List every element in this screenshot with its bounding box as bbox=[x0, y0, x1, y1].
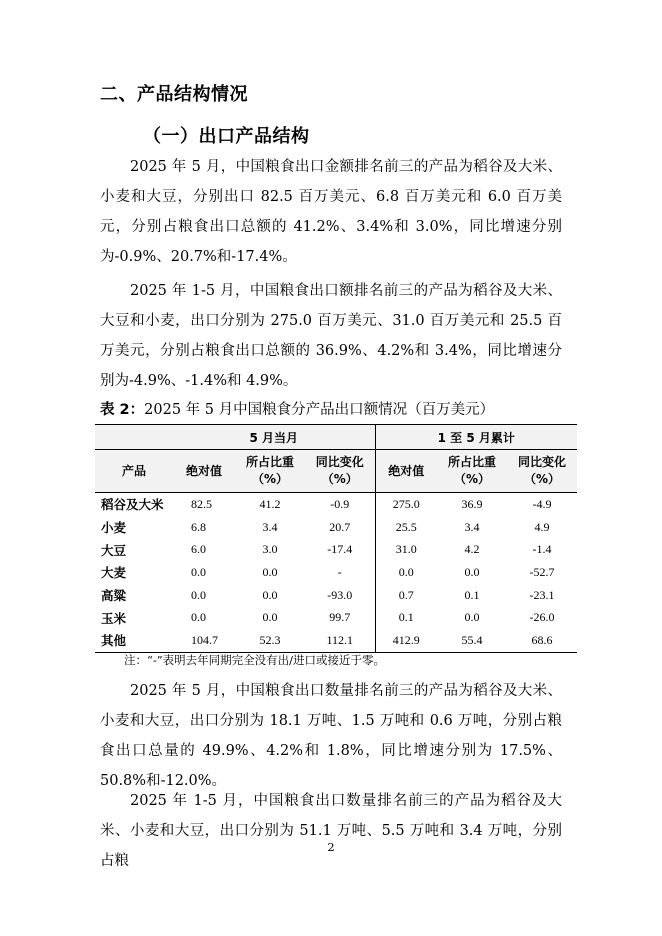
cell-cum-yoy: -52.7 bbox=[529, 564, 555, 579]
table-row bbox=[95, 584, 577, 607]
page-number: 2 bbox=[327, 840, 335, 854]
paragraph-3: 2025 年 5 月，中国粮食出口数量排名前三的产品为稻谷及大米、小麦和大豆，出口分别为 18.1 万吨、1.5 万吨和 0.6 万吨，分别占粮食出口总量的 49.9%、4.2%和 1.8%，同比增速分别为 17.5%、50.8%和-12.0%。 bbox=[100, 683, 562, 789]
cell-product: 玉米 bbox=[101, 610, 127, 626]
table-row bbox=[95, 538, 577, 561]
col-header-cum-share bbox=[437, 450, 507, 493]
cell-product: 其他 bbox=[95, 629, 173, 652]
col-header-cum-share-unit: （%） bbox=[453, 472, 491, 486]
cell-cum-abs: 0.7 bbox=[375, 584, 437, 607]
cell-product: 小麦 bbox=[101, 520, 127, 536]
cell-product: 大麦 bbox=[101, 565, 127, 581]
table-row bbox=[95, 561, 577, 584]
col-header-month-yoy-label: 同比变化 bbox=[315, 455, 364, 469]
cell-cum-yoy: -1.4 bbox=[532, 542, 552, 557]
table-row bbox=[95, 606, 577, 629]
cell-cum-abs: 31.0 bbox=[375, 538, 437, 561]
cell-month-yoy: -17.4 bbox=[327, 542, 353, 557]
col-header-cum-share-label: 所占比重 bbox=[447, 455, 496, 469]
cell-cum-share: 0.0 bbox=[464, 610, 480, 625]
section-title: 二、产品结构情况 bbox=[100, 84, 248, 105]
cell-month-yoy: -93.0 bbox=[327, 587, 353, 602]
table-row bbox=[95, 629, 577, 652]
col-header-month-share bbox=[235, 450, 305, 493]
paragraph-2: 2025 年 1-5 月，中国粮食出口额排名前三的产品为稻谷及大米、大豆和小麦，出口分别为 275.0 百万美元、31.0 百万美元和 25.5 百万美元，分别占粮食出口总额的 36.9%、4.2%和 3.4%，同比增速分别为-4.9%、-1.4%和 4.9%。 bbox=[100, 283, 562, 389]
export-table bbox=[95, 424, 577, 653]
cell-month-share: 0.0 bbox=[262, 564, 278, 579]
cell-cum-share: 55.4 bbox=[437, 629, 507, 652]
cell-month-abs: 0.0 bbox=[191, 564, 206, 579]
cell-cum-yoy: 4.9 bbox=[534, 519, 550, 534]
cell-month-abs: 6.8 bbox=[191, 519, 206, 534]
table-caption bbox=[100, 400, 494, 420]
cell-month-share: 3.4 bbox=[262, 519, 278, 534]
col-header-month-share-unit: （%） bbox=[251, 472, 289, 486]
cell-month-share: 0.0 bbox=[262, 610, 278, 625]
col-header-month-share-label: 所占比重 bbox=[245, 455, 294, 469]
col-header-product: 产品 bbox=[95, 450, 173, 493]
table-header-cumulative: 1 至 5 月累计 bbox=[375, 425, 577, 450]
cell-month-abs: 0.0 bbox=[191, 587, 206, 602]
cell-month-yoy: 99.7 bbox=[329, 610, 351, 625]
cell-month-share: 52.3 bbox=[235, 629, 305, 652]
table-note: 注：“-”表明去年同期完全没有出/进口或接近于零。 bbox=[124, 653, 386, 667]
cell-cum-abs: 412.9 bbox=[375, 629, 437, 652]
cell-month-abs: 104.7 bbox=[173, 629, 235, 652]
cell-cum-abs: 0.1 bbox=[375, 606, 437, 629]
table-caption-label: 表 2： bbox=[100, 402, 145, 418]
table-row bbox=[95, 516, 577, 539]
col-header-cum-yoy-label: 同比变化 bbox=[517, 455, 566, 469]
cell-month-yoy: 112.1 bbox=[305, 629, 375, 652]
cell-month-share: 41.2 bbox=[259, 496, 281, 511]
cell-cum-share: 4.2 bbox=[464, 542, 480, 557]
col-header-cum-yoy-unit: （%） bbox=[523, 472, 561, 486]
table-header-month: 5 月当月 bbox=[173, 425, 375, 450]
cell-month-abs: 6.0 bbox=[191, 542, 206, 557]
cell-month-yoy: 20.7 bbox=[329, 519, 351, 534]
col-header-cum-abs: 绝对值 bbox=[375, 450, 437, 493]
col-header-month-yoy-unit: （%） bbox=[321, 472, 358, 486]
cell-cum-yoy: -23.1 bbox=[529, 587, 555, 602]
cell-month-share: 0.0 bbox=[262, 587, 278, 602]
table-column-header-row bbox=[95, 450, 577, 493]
cell-month-yoy: -0.9 bbox=[330, 496, 350, 511]
cell-cum-share: 0.0 bbox=[464, 564, 480, 579]
cell-month-abs: 82.5 bbox=[191, 496, 212, 511]
cell-cum-yoy: 68.6 bbox=[507, 629, 577, 652]
cell-month-abs: 0.0 bbox=[191, 610, 206, 625]
cell-product: 稻谷及大米 bbox=[101, 497, 164, 513]
cell-cum-share: 0.1 bbox=[464, 587, 480, 602]
col-header-month-abs: 绝对值 bbox=[173, 450, 235, 493]
cell-cum-abs: 0.0 bbox=[375, 561, 437, 584]
paragraph-1: 2025 年 5 月，中国粮食出口金额排名前三的产品为稻谷及大米、小麦和大豆，分别出口 82.5 百万美元、6.8 百万美元和 6.0 百万美元，分别占粮食出口总额的 41.2%、3.4%和 3.0%，同比增速分别为-0.9%、20.7%和-17.4%。 bbox=[100, 159, 562, 265]
table-group-header-row bbox=[95, 425, 577, 450]
cell-cum-abs: 275.0 bbox=[375, 493, 437, 516]
cell-cum-share: 3.4 bbox=[464, 519, 480, 534]
col-header-cum-yoy bbox=[507, 450, 577, 493]
col-header-month-yoy bbox=[305, 450, 375, 493]
subsection-title: （一）出口产品结构 bbox=[143, 126, 310, 147]
cell-month-yoy: - bbox=[337, 564, 342, 579]
paragraph-4: 2025 年 1-5 月，中国粮食出口数量排名前三的产品为稻谷及大米、小麦和大豆，出口分别为 51.1 万吨、5.5 万吨和 3.4 万吨，分别占粮 bbox=[100, 793, 562, 869]
cell-product: 高粱 bbox=[101, 588, 127, 604]
cell-cum-yoy: -4.9 bbox=[532, 496, 552, 511]
table-row bbox=[95, 493, 577, 516]
cell-cum-yoy: -26.0 bbox=[529, 610, 555, 625]
cell-product: 大豆 bbox=[101, 542, 127, 558]
cell-cum-abs: 25.5 bbox=[375, 516, 437, 539]
table-header-empty bbox=[95, 425, 173, 450]
cell-cum-share: 36.9 bbox=[461, 496, 483, 511]
cell-month-share: 3.0 bbox=[262, 542, 278, 557]
table-caption-text: 2025 年 5 月中国粮食分产品出口额情况（百万美元） bbox=[144, 402, 495, 418]
